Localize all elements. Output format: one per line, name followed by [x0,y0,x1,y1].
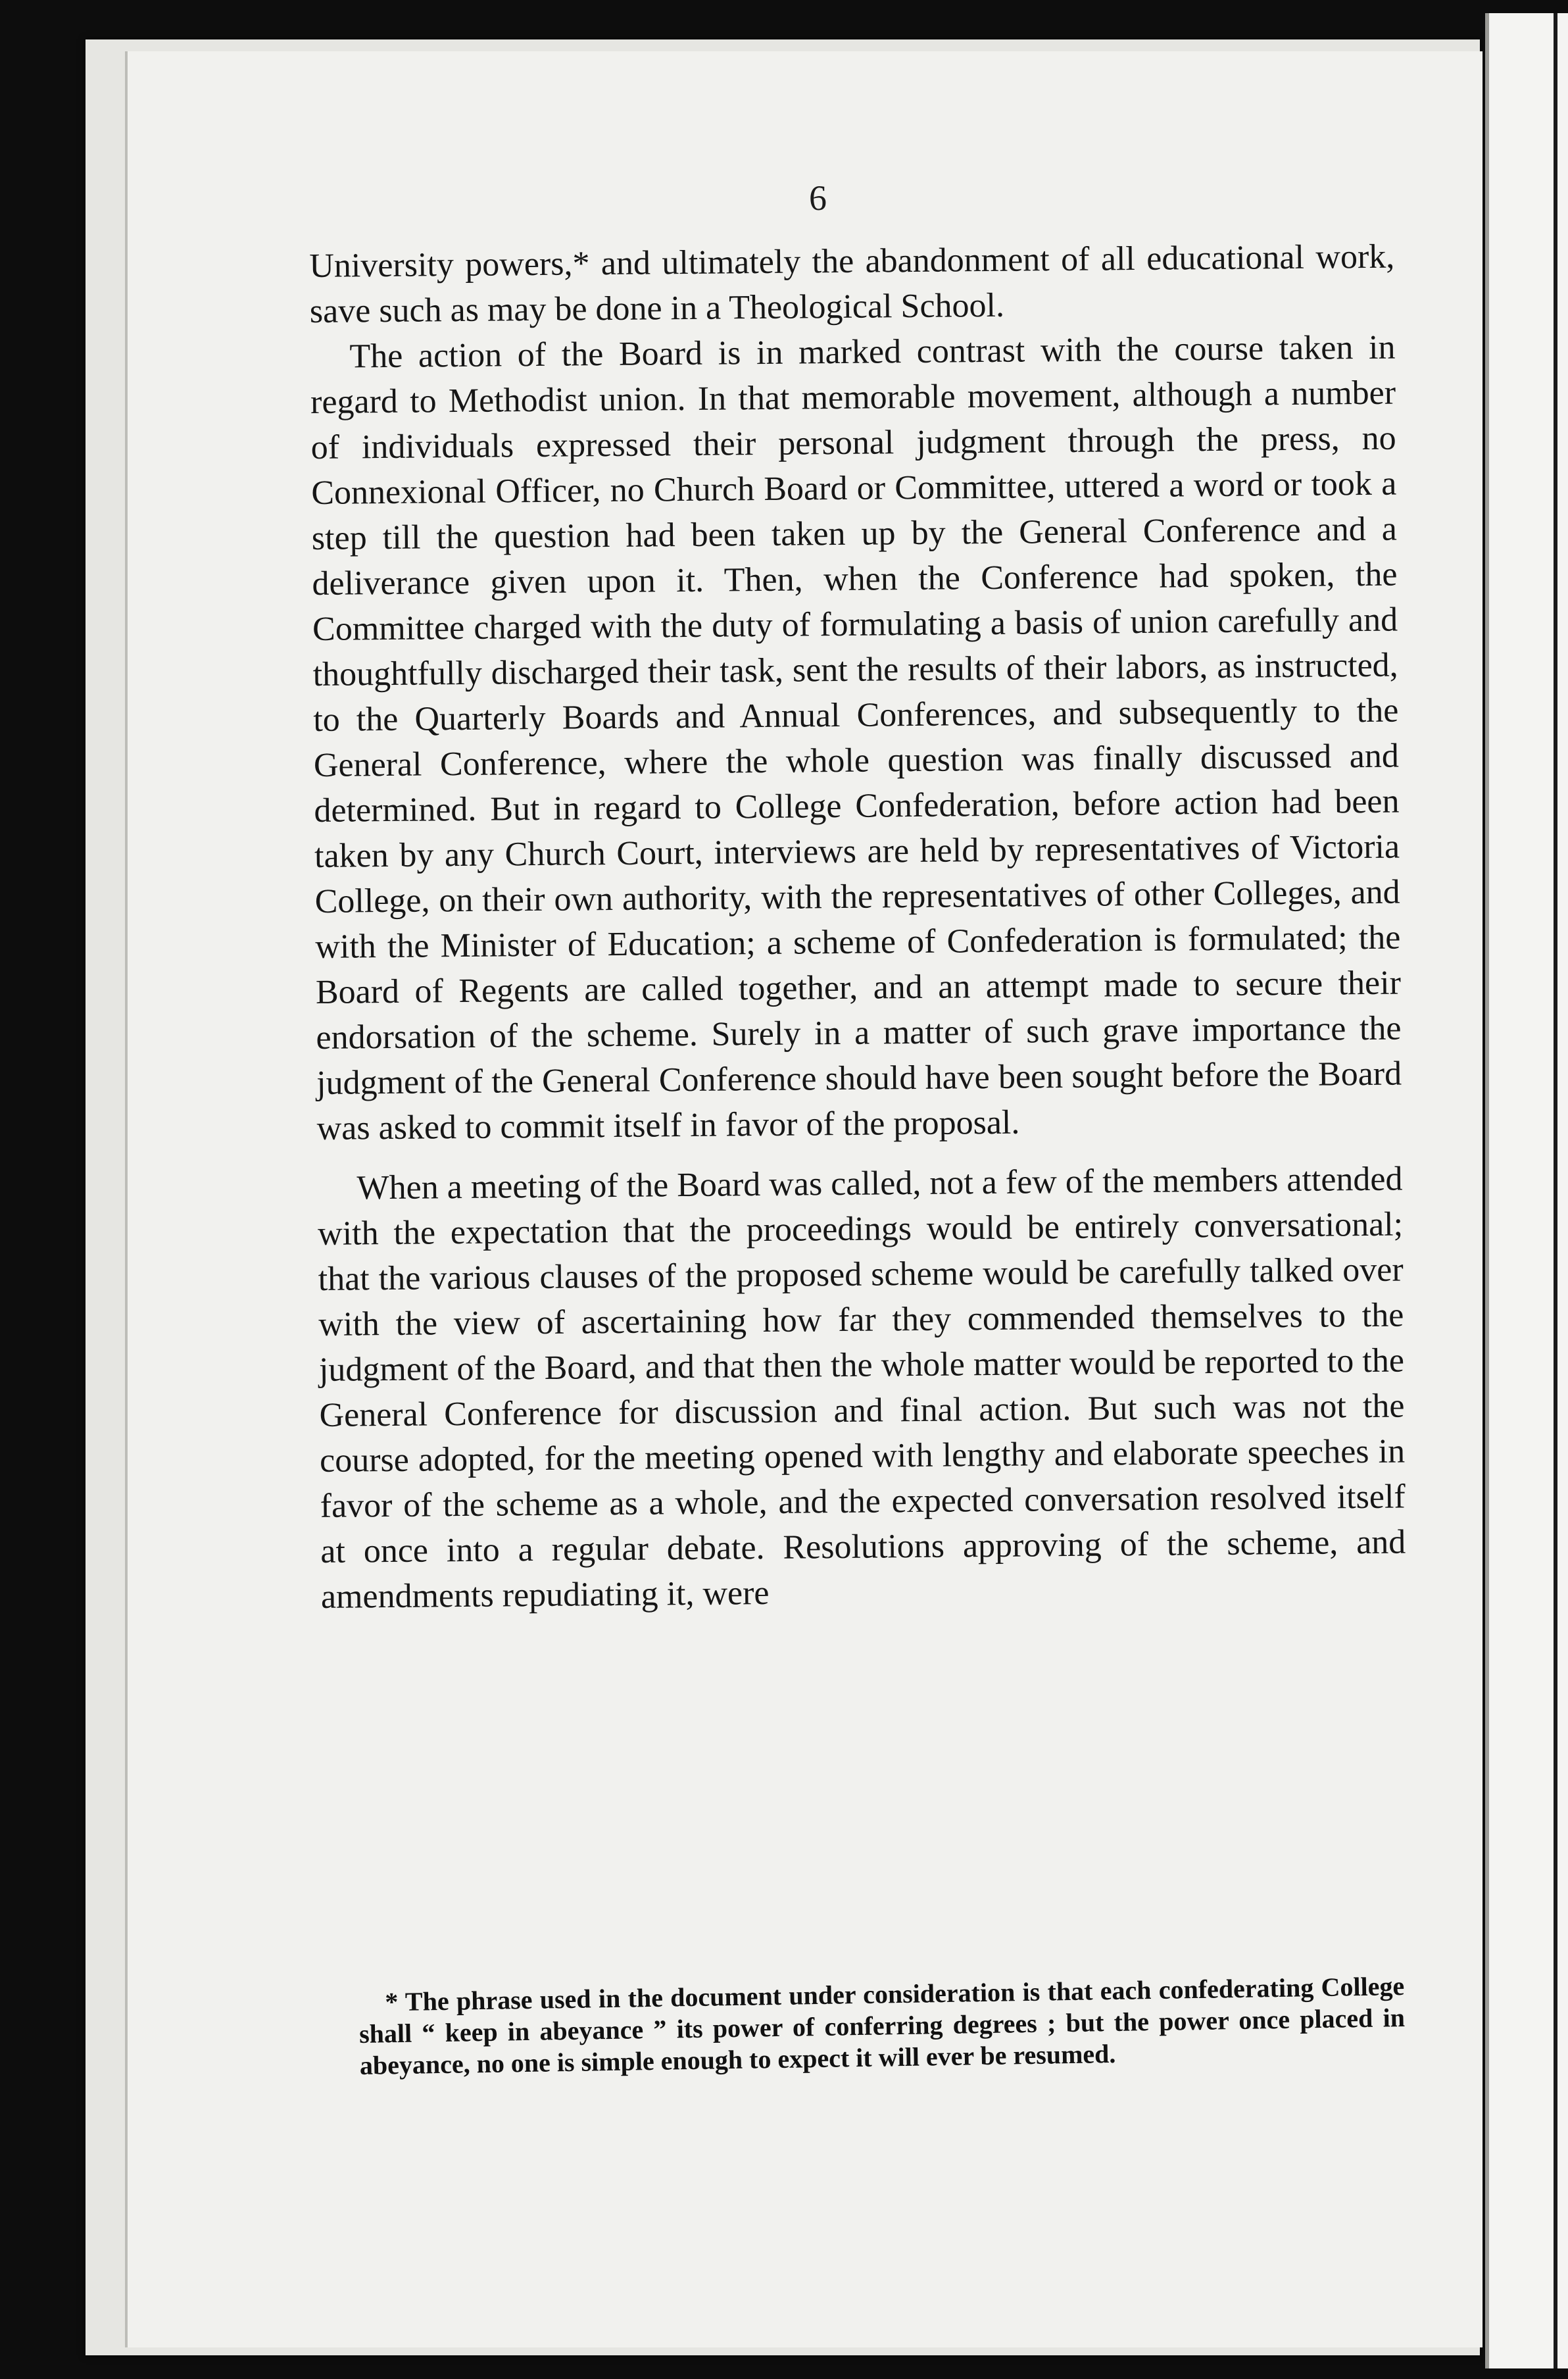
adjacent-page-edge [1485,13,1568,2368]
page-number: 6 [809,178,827,218]
body-text [309,234,1406,1620]
footnote [358,1970,1406,2082]
paragraph-2: The action of the Board is in marked contrast with the course taken in regard to Methodist union. In that memorable movement, although a number of individuals expressed their personal judgment through the press, no Connexional Officer, no Church Board or Committee, uttered a word or took a step till the question had been taken up by the General Conference and a deliverance given upon it. Then, when the Conference had spoken, the Committee charged with the duty of formulating a basis of union carefully and thoughtfully discharged their task, sent the results of their labors, as instructed, to the Quarterly Boards and Annual Conferences, and subsequently to the General Conference, where the whole question was finally discussed and determined. But in regard to College Confederation, before action had been taken by any Church Court, interviews are held by representatives of Victoria College, on their own authority, with the representatives of other Colleges, and with the Minister of Education; a scheme of Confederation is formulated; the Board of Regents are called together, and an attempt made to secure their endorsation of the scheme. Surely in a matter of such grave importance the judgment of the General Conference should have been sought before the Board was asked to commit itself in favor of the proposal. [310,328,1402,1147]
paragraph-3: When a meeting of the Board was called, not a few of the members attended with the expectation that the proceedings would be entirely conversational; that the various clauses of the proposed scheme would be carefully talked over with the view of ascertaining how far they commended themselves to the judgment of the Board, and that then the whole matter would be reported to the General Conference for discussion and final action. But such was not the course adopted, for the meeting opened with lengthy and elaborate speeches in favor of the scheme as a whole, and the expected conversation resolved itself at once into a regular debate. Resolutions approving of the scheme, and amendments repudiating it, were [317,1160,1406,1616]
footnote-text: * The phrase used in the document under consideration is that each confederating College shall “ keep in abeyance ” its power of conferring degrees ; but the power once placed in abeyance, no one is simple enough to expect it will ever be resumed. [358,1971,1406,2080]
paragraph-1: University powers,* and ultimately the abandonment of all educational work, save such as may be done in a Theological School. [309,238,1395,330]
